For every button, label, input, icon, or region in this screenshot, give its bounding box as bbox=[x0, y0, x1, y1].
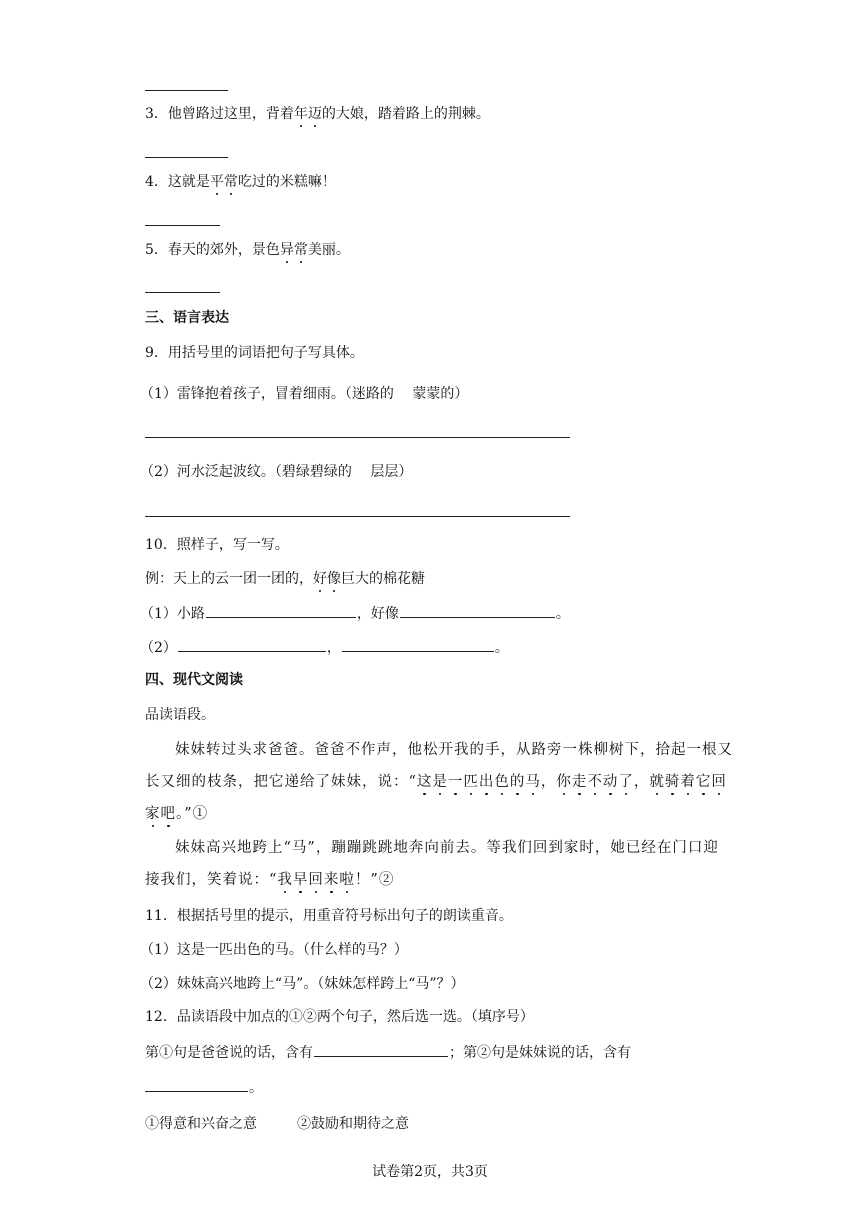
emphasis-char: 动 bbox=[602, 774, 619, 790]
dotted-sentence-1a bbox=[417, 774, 727, 790]
q9-answer-line-2[interactable] bbox=[145, 516, 570, 517]
answer-blank-2[interactable] bbox=[145, 90, 228, 91]
q8-sentence-5: 5．春天的郊外，景色异常美丽。 bbox=[145, 242, 350, 258]
q10-1-blank-b[interactable] bbox=[400, 603, 555, 618]
emphasis-char: 回 bbox=[711, 774, 727, 790]
emphasis-char: 好 bbox=[313, 571, 327, 587]
emphasis-char: 的 bbox=[509, 774, 526, 790]
passage-line-4: 妹妹高兴地跨上“马”，蹦蹦跳跳地奔向前去。等我们回到家时，她已经在门口迎 bbox=[175, 840, 719, 856]
emphasis-char: 回 bbox=[308, 872, 324, 888]
q8-sentence-3: 3．他曾路过这里，背着年迈的大娘，踏着路上的荆棘。 bbox=[145, 106, 490, 122]
q10-1-blank-a[interactable] bbox=[206, 603, 356, 618]
emphasis-char: ， bbox=[633, 774, 650, 790]
emphasis-char: 我 bbox=[277, 872, 293, 888]
emphasis-char: 色 bbox=[494, 774, 510, 790]
q12-line-2: 。 bbox=[145, 1077, 263, 1098]
q9-answer-line-1[interactable] bbox=[145, 437, 570, 438]
emphasis-char: 平 bbox=[209, 174, 224, 190]
dotted-sentence-2 bbox=[277, 872, 370, 888]
emphasis-char: 你 bbox=[556, 774, 572, 790]
emphasis-char: 年 bbox=[293, 106, 308, 122]
answer-blank-5[interactable] bbox=[145, 292, 220, 293]
emphasis-char: 这 bbox=[416, 774, 433, 790]
q10-part-2: （2） ， 。 bbox=[140, 637, 509, 658]
section-4-title: 四、现代文阅读 bbox=[145, 672, 243, 688]
emphasis-char: 吧 bbox=[160, 806, 176, 822]
emphasis-char: 啦 bbox=[339, 872, 355, 888]
q12-blank-1[interactable] bbox=[314, 1042, 448, 1057]
q9-part-1: （1）雷锋抱着孩子，冒着细雨。（迷路的 蒙蒙的） bbox=[140, 386, 469, 402]
passage-line-5: 接我们，笑着说：“我早回来啦！”② bbox=[145, 872, 395, 888]
emphasis-char: 。 bbox=[176, 806, 185, 822]
emphasis-char: 常 bbox=[223, 174, 238, 190]
q10-2-blank-a[interactable] bbox=[178, 637, 326, 652]
emphasis-char: 走 bbox=[571, 774, 588, 790]
emphasis-char: 着 bbox=[680, 774, 696, 790]
q10-2-blank-b[interactable] bbox=[342, 637, 494, 652]
emphasis-char: 它 bbox=[695, 774, 712, 790]
q12-blank-2[interactable] bbox=[145, 1077, 248, 1092]
dotted-word-nianmai bbox=[294, 106, 322, 122]
section-4-subtitle: 品读语段。 bbox=[145, 707, 215, 723]
q10-stem: 10．照样子，写一写。 bbox=[145, 537, 289, 553]
answer-blank-4[interactable] bbox=[145, 225, 220, 226]
emphasis-char: 来 bbox=[323, 872, 340, 888]
emphasis-char: 匹 bbox=[463, 774, 479, 790]
q12-line-1: 第①句是爸爸说的话，含有 ；第②句是妹妹说的话，含有 bbox=[145, 1042, 631, 1063]
emphasis-char: 了 bbox=[618, 774, 634, 790]
emphasis-char: 早 bbox=[292, 872, 309, 888]
q12-stem: 12．品读语段中加点的①②两个句子，然后选一选。（填序号） bbox=[145, 1009, 534, 1025]
q12-options bbox=[145, 1114, 409, 1134]
dotted-word-haoxiang bbox=[313, 571, 341, 587]
dotted-word-yichang bbox=[280, 242, 308, 258]
emphasis-char: 家 bbox=[145, 806, 161, 822]
emphasis-char: 骑 bbox=[664, 774, 681, 790]
emphasis-char: 就 bbox=[649, 774, 665, 790]
page-footer: 试卷第2页，共3页 bbox=[372, 1164, 488, 1180]
emphasis-char: 像 bbox=[327, 571, 341, 587]
q12-option-2: ②鼓励和期待之意 bbox=[297, 1116, 409, 1132]
section-3-title: 三、语言表达 bbox=[145, 310, 229, 326]
emphasis-char: 马 bbox=[525, 774, 541, 790]
q9-stem: 9．用括号里的词语把句子写具体。 bbox=[145, 345, 364, 361]
passage-line-2: 长又细的枝条，把它递给了妹妹，说：“这是一匹出色的马，你走不动了，就骑着它回 bbox=[145, 774, 727, 790]
emphasis-char: 是 bbox=[432, 774, 448, 790]
emphasis-char: 出 bbox=[478, 774, 495, 790]
emphasis-char: 常 bbox=[293, 242, 308, 258]
passage-line-1: 妹妹转过头求爸爸。爸爸不作声，他松开我的手，从路旁一株柳树下，拾起一根又 bbox=[175, 742, 733, 758]
q11-part-2: （2）妹妹高兴地跨上“马”。（妹妹怎样跨上“马”？） bbox=[140, 976, 465, 992]
q9-part-2: （2）河水泛起波纹。（碧绿碧绿的 层层） bbox=[140, 464, 413, 480]
dotted-word-pingchang bbox=[210, 174, 238, 190]
q8-sentence-4: 4．这就是平常吃过的米糕嘛！ bbox=[145, 174, 336, 190]
emphasis-char: ， bbox=[540, 774, 557, 790]
q11-part-1: （1）这是一匹出色的马。（什么样的马？） bbox=[140, 942, 408, 958]
emphasis-char: 迈 bbox=[307, 106, 322, 122]
dotted-sentence-1b bbox=[145, 806, 184, 822]
q11-stem: 11．根据括号里的提示，用重音符号标出句子的朗读重音。 bbox=[145, 908, 513, 924]
emphasis-char: 异 bbox=[279, 242, 294, 258]
emphasis-char: 一 bbox=[447, 774, 464, 790]
emphasis-char: 不 bbox=[587, 774, 603, 790]
q10-part-1: （1）小路 ，好像 。 bbox=[140, 603, 570, 624]
q10-example: 例：天上的云一团一团的，好像巨大的棉花糖 bbox=[145, 571, 425, 587]
emphasis-char: ！ bbox=[354, 872, 371, 888]
answer-blank-3[interactable] bbox=[145, 157, 228, 158]
q12-option-1: ①得意和兴奋之意 bbox=[145, 1116, 257, 1132]
passage-line-3: 家吧。”① bbox=[145, 806, 209, 822]
